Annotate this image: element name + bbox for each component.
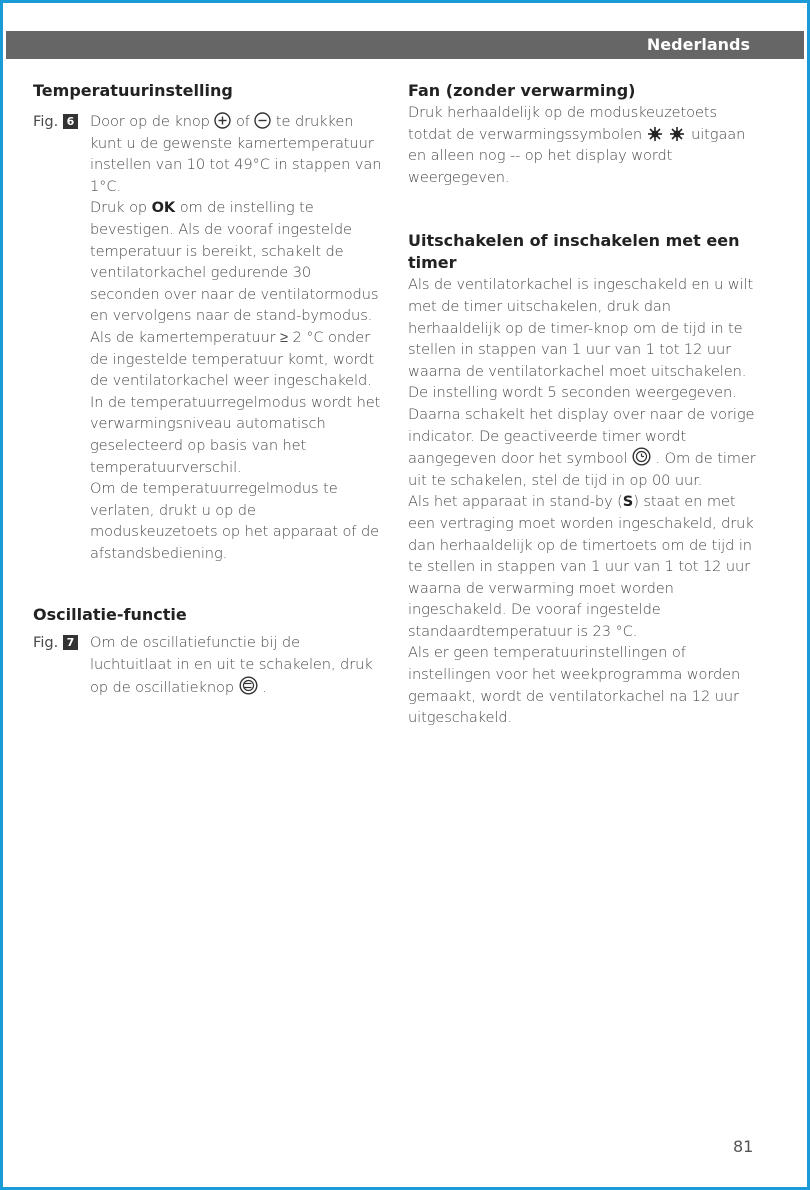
- minus-button-icon: [254, 112, 271, 129]
- ok-key-label: OK: [151, 199, 176, 217]
- temperature-section: [33, 80, 383, 564]
- fan-paragraph: Druk herhaaldelijk op de moduskeuzetoets totdat de verwarmingssymbolen uitgaan en alleen nog -- op het display wordt weergegeven.: [408, 104, 746, 186]
- temperature-paragraph-3: Om de temperatuurregelmodus te verlaten, drukt u op de moduskeuzetoets op het apparaat of de afstandsbediening.: [90, 480, 379, 562]
- oscillation-section: [33, 604, 383, 698]
- language-header-bar: [6, 31, 804, 59]
- figure-7-block: [33, 632, 383, 698]
- timer-paragraph-2: Als het apparaat in stand-by (S) staat en met een vertraging moet worden ingeschakeld, druk dan herhaaldelijk op de timertoets om de tijd in te stellen in stappen van 1 uur van 1 tot 12 uur waarna de verwarming moet worden ingeschakeld. De vooraf ingestelde standaardtemperatuur is 23 °C.: [408, 493, 754, 640]
- language-label: Nederlands: [646, 35, 750, 54]
- timer-heading: Uitschakelen of inschakelen met een timer: [408, 231, 740, 273]
- heating-symbols-icon: [647, 126, 687, 142]
- right-column: [408, 80, 763, 729]
- timer-clock-icon: [632, 447, 651, 466]
- figure-6-block: [33, 111, 383, 564]
- temperature-paragraph-2: Druk op OK om de instelling te bevestigen. Als de vooraf ingestelde temperatuur is bereikt, schakelt de ventilatorkachel gedurende 30 seconden over naar de ventilatormodus en vervolgens naar de stand-bymodus. Als de kamertemperatuur ≥ 2 °C onder de ingestelde temperatuur komt, wordt de ventilatorkachel weer ingeschakeld. In de temperatuurregelmodus wordt het verwarmingsniveau automatisch geselecteerd op basis van het temperatuurverschil.: [90, 199, 381, 476]
- timer-body: [408, 274, 763, 728]
- oscillation-body: Om de oscillatiefunctie bij de luchtuitlaat in en uit te schakelen, druk op de oscillatieknop .: [90, 634, 373, 696]
- fan-heading: Fan (zonder verwarming): [408, 81, 636, 100]
- figure-7-label: Fig. 7: [33, 632, 90, 698]
- timer-paragraph-3: Als er geen temperatuurinstellingen of instellingen voor het weekprogramma worden gemaakt, wordt de ventilatorkachel na 12 uur uitgeschakeld.: [408, 644, 741, 727]
- timer-section: [408, 230, 763, 728]
- oscillation-button-icon: [239, 676, 258, 695]
- timer-paragraph-1: Als de ventilatorkachel is ingeschakeld en u wilt met de timer uitschakelen, druk dan herhaaldelijk op de timer-knop om de tijd in te stellen in stappen van 1 uur van 1 tot 12 uur waarna de ventilatorkachel moet uitschakelen. De instelling wordt 5 seconden weergegeven. Daarna schakelt het display over naar de vorige indicator. De geactiveerde timer wordt aangegeven door het symbool . Om de timer uit te schakelen, stel de tijd in op 00 uur.: [408, 276, 756, 489]
- figure-number-badge: 6: [63, 114, 78, 129]
- standby-s-symbol: S: [622, 493, 634, 511]
- fan-section: [408, 80, 763, 188]
- temperature-paragraph-1: Door op de knop of te drukken kunt u de gewenste kamertemperatuur instellen van 10 tot 49°C in stappen van 1°C.: [90, 113, 382, 195]
- page-number: 81: [733, 1137, 754, 1156]
- figure-6-label: Fig. 6: [33, 111, 90, 564]
- temperature-heading: Temperatuurinstelling: [33, 81, 233, 100]
- temperature-body: [90, 111, 383, 564]
- figure-number-badge: 7: [63, 635, 78, 650]
- oscillation-heading: Oscillatie-functie: [33, 605, 187, 625]
- left-column: [33, 80, 383, 698]
- plus-button-icon: [214, 112, 231, 129]
